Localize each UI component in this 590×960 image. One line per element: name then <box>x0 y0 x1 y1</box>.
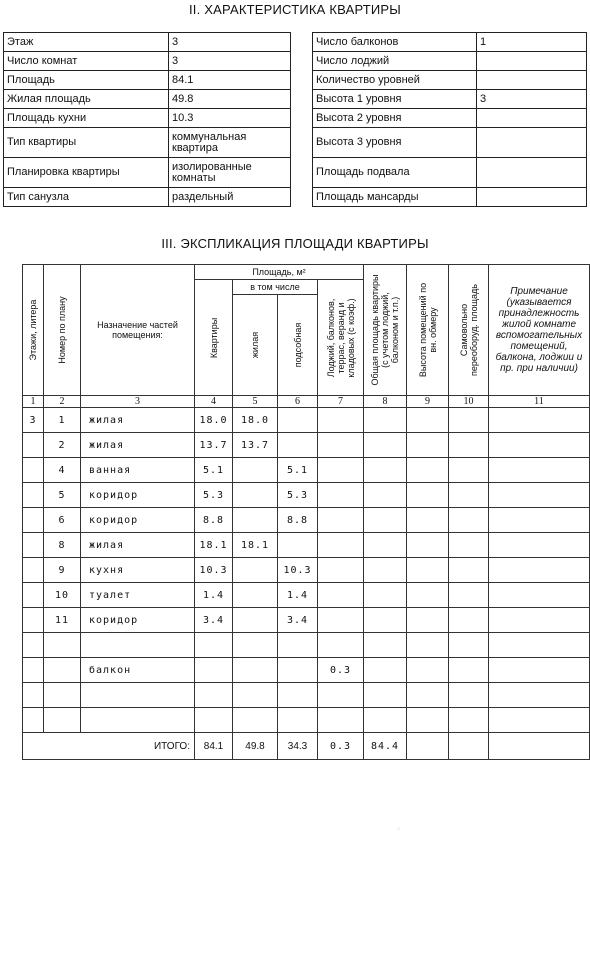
row-balcony-area <box>318 433 364 458</box>
characteristic-row <box>4 71 291 90</box>
row-plan-no <box>44 658 81 683</box>
row-plan-no <box>44 708 81 733</box>
row-empty-cell <box>407 658 449 683</box>
row-empty-cell <box>407 408 449 433</box>
column-number: 1 <box>23 396 44 408</box>
characteristic-row <box>313 33 587 52</box>
row-apt-area: 5.3 <box>195 483 233 508</box>
row-empty-cell <box>407 433 449 458</box>
row-empty-cell <box>407 583 449 608</box>
row-empty-cell <box>364 658 407 683</box>
row-living-area <box>233 683 278 708</box>
row-floor <box>23 683 44 708</box>
row-empty-cell <box>449 408 489 433</box>
characteristic-value: 3 <box>169 52 291 71</box>
explication-row <box>23 708 590 733</box>
row-plan-no: 2 <box>44 433 81 458</box>
row-purpose: балкон <box>81 658 195 683</box>
characteristic-label: Площадь <box>4 71 169 90</box>
row-empty-cell <box>364 583 407 608</box>
column-number: 10 <box>449 396 489 408</box>
row-empty-cell <box>489 583 590 608</box>
row-floor <box>23 633 44 658</box>
row-balcony-area <box>318 583 364 608</box>
row-floor <box>23 708 44 733</box>
row-floor <box>23 533 44 558</box>
row-floor <box>23 483 44 508</box>
row-aux-area: 5.1 <box>278 458 318 483</box>
row-aux-area: 1.4 <box>278 583 318 608</box>
row-empty-cell <box>364 433 407 458</box>
characteristic-label: Тип санузла <box>4 188 169 207</box>
row-aux-area: 8.8 <box>278 508 318 533</box>
characteristic-label: Высота 3 уровня <box>313 128 477 158</box>
row-aux-area <box>278 633 318 658</box>
watermark: · <box>395 815 405 840</box>
explication-row <box>23 408 590 433</box>
row-balcony-area <box>318 533 364 558</box>
row-apt-area <box>195 708 233 733</box>
column-number: 5 <box>233 396 278 408</box>
row-empty-cell <box>364 508 407 533</box>
characteristic-label: Площадь мансарды <box>313 188 477 207</box>
explication-row <box>23 458 590 483</box>
row-living-area <box>233 633 278 658</box>
column-number: 3 <box>81 396 195 408</box>
row-apt-area: 5.1 <box>195 458 233 483</box>
explication-row <box>23 683 590 708</box>
header-balcony: Лоджий, балконов, террас, веранд и кладовых (с коэф.) <box>318 280 364 396</box>
characteristic-row <box>4 128 291 158</box>
header-apt: Квартиры <box>195 280 233 396</box>
row-purpose <box>81 683 195 708</box>
row-floor <box>23 458 44 483</box>
row-aux-area <box>278 408 318 433</box>
row-apt-area <box>195 658 233 683</box>
row-empty-cell <box>364 708 407 733</box>
row-purpose: жилая <box>81 433 195 458</box>
header-aux: подсобная <box>278 295 318 396</box>
column-number: 9 <box>407 396 449 408</box>
characteristic-row <box>4 188 291 207</box>
row-empty-cell <box>407 608 449 633</box>
row-apt-area: 10.3 <box>195 558 233 583</box>
row-apt-area <box>195 683 233 708</box>
characteristic-value: коммунальная квартира <box>169 128 291 158</box>
characteristic-label: Высота 2 уровня <box>313 109 477 128</box>
row-balcony-area <box>318 508 364 533</box>
row-floor <box>23 658 44 683</box>
row-balcony-area <box>318 683 364 708</box>
row-empty-cell <box>364 533 407 558</box>
row-plan-no: 8 <box>44 533 81 558</box>
characteristic-row <box>313 188 587 207</box>
row-aux-area <box>278 658 318 683</box>
row-empty-cell <box>407 633 449 658</box>
row-empty-cell <box>449 583 489 608</box>
row-aux-area <box>278 433 318 458</box>
row-living-area: 13.7 <box>233 433 278 458</box>
row-apt-area: 3.4 <box>195 608 233 633</box>
row-balcony-area <box>318 483 364 508</box>
row-balcony-area <box>318 408 364 433</box>
row-living-area <box>233 708 278 733</box>
totals-empty-cell <box>489 733 590 760</box>
row-empty-cell <box>407 483 449 508</box>
column-number: 4 <box>195 396 233 408</box>
row-empty-cell <box>407 683 449 708</box>
column-number-row <box>23 396 590 408</box>
characteristic-row <box>4 90 291 109</box>
row-empty-cell <box>407 458 449 483</box>
row-purpose: жилая <box>81 533 195 558</box>
row-empty-cell <box>489 658 590 683</box>
header-plan-no: Номер по плану <box>44 265 81 396</box>
row-empty-cell <box>489 508 590 533</box>
row-plan-no: 9 <box>44 558 81 583</box>
row-empty-cell <box>364 483 407 508</box>
characteristic-row <box>4 33 291 52</box>
totals-label: ИТОГО: <box>23 733 195 760</box>
row-plan-no: 10 <box>44 583 81 608</box>
row-apt-area <box>195 633 233 658</box>
row-empty-cell <box>489 483 590 508</box>
row-apt-area: 13.7 <box>195 433 233 458</box>
explication-row <box>23 508 590 533</box>
row-empty-cell <box>449 558 489 583</box>
row-purpose <box>81 633 195 658</box>
row-purpose: ванная <box>81 458 195 483</box>
column-number: 7 <box>318 396 364 408</box>
characteristic-value <box>477 71 587 90</box>
row-aux-area <box>278 533 318 558</box>
row-purpose: кухня <box>81 558 195 583</box>
totals-empty-cell <box>407 733 449 760</box>
row-purpose: коридор <box>81 483 195 508</box>
header-area-group: Площадь, м² <box>195 265 364 280</box>
row-empty-cell <box>489 633 590 658</box>
row-empty-cell <box>449 608 489 633</box>
row-balcony-area: 0.3 <box>318 658 364 683</box>
row-purpose <box>81 708 195 733</box>
section-3-title: III. ЭКСПЛИКАЦИЯ ПЛОЩАДИ КВАРТИРЫ <box>161 236 429 251</box>
row-living-area <box>233 583 278 608</box>
row-empty-cell <box>364 408 407 433</box>
row-aux-area: 10.3 <box>278 558 318 583</box>
row-empty-cell <box>489 558 590 583</box>
row-living-area <box>233 558 278 583</box>
row-empty-cell <box>449 433 489 458</box>
explication-row <box>23 583 590 608</box>
explication-row <box>23 608 590 633</box>
row-living-area: 18.1 <box>233 533 278 558</box>
characteristic-label: Этаж <box>4 33 169 52</box>
characteristic-row <box>313 109 587 128</box>
characteristic-row <box>313 158 587 188</box>
header-incl: в том числе <box>233 280 318 295</box>
row-empty-cell <box>489 608 590 633</box>
row-living-area <box>233 458 278 483</box>
totals-living: 49.8 <box>233 733 278 760</box>
characteristic-label: Количество уровней <box>313 71 477 90</box>
row-living-area <box>233 658 278 683</box>
row-plan-no <box>44 683 81 708</box>
totals-apt: 84.1 <box>195 733 233 760</box>
characteristic-label: Высота 1 уровня <box>313 90 477 109</box>
row-empty-cell <box>364 558 407 583</box>
section-2-title: II. ХАРАКТЕРИСТИКА КВАРТИРЫ <box>189 2 401 17</box>
row-balcony-area <box>318 558 364 583</box>
row-empty-cell <box>489 533 590 558</box>
row-empty-cell <box>449 483 489 508</box>
row-empty-cell <box>489 708 590 733</box>
characteristic-row <box>313 71 587 90</box>
characteristic-label: Тип квартиры <box>4 128 169 158</box>
characteristic-value <box>477 52 587 71</box>
row-empty-cell <box>449 683 489 708</box>
column-number: 8 <box>364 396 407 408</box>
characteristic-value: раздельный <box>169 188 291 207</box>
characteristic-value <box>477 188 587 207</box>
row-empty-cell <box>407 708 449 733</box>
header-living: жилая <box>233 295 278 396</box>
row-empty-cell <box>449 658 489 683</box>
row-floor <box>23 508 44 533</box>
row-empty-cell <box>364 633 407 658</box>
row-living-area <box>233 508 278 533</box>
row-purpose: туалет <box>81 583 195 608</box>
row-balcony-area <box>318 633 364 658</box>
totals-row <box>23 733 590 760</box>
row-floor <box>23 608 44 633</box>
row-empty-cell <box>407 558 449 583</box>
explication-row <box>23 533 590 558</box>
row-floor <box>23 583 44 608</box>
row-apt-area: 1.4 <box>195 583 233 608</box>
row-plan-no: 4 <box>44 458 81 483</box>
characteristic-row <box>313 52 587 71</box>
row-balcony-area <box>318 608 364 633</box>
row-purpose: коридор <box>81 508 195 533</box>
row-apt-area: 8.8 <box>195 508 233 533</box>
characteristic-value <box>477 128 587 158</box>
characteristic-value: 3 <box>169 33 291 52</box>
header-note: Примечание (указывается принадлежность жилой комнате вспомогательных помещений, балкона, лоджии и пр. при наличии) <box>489 265 590 396</box>
row-living-area <box>233 483 278 508</box>
characteristic-row <box>4 158 291 188</box>
row-plan-no: 6 <box>44 508 81 533</box>
row-living-area <box>233 608 278 633</box>
characteristic-row <box>313 128 587 158</box>
row-plan-no: 5 <box>44 483 81 508</box>
row-floor <box>23 558 44 583</box>
characteristic-row <box>4 52 291 71</box>
row-empty-cell <box>449 633 489 658</box>
characteristic-label: Площадь подвала <box>313 158 477 188</box>
characteristic-label: Планировка квартиры <box>4 158 169 188</box>
characteristic-value: 10.3 <box>169 109 291 128</box>
row-apt-area: 18.1 <box>195 533 233 558</box>
characteristic-label: Число лоджий <box>313 52 477 71</box>
characteristic-row <box>4 109 291 128</box>
row-aux-area <box>278 708 318 733</box>
characteristic-value <box>477 109 587 128</box>
header-floor: Этажи, литера <box>23 265 44 396</box>
row-floor <box>23 433 44 458</box>
row-purpose: жилая <box>81 408 195 433</box>
row-living-area: 18.0 <box>233 408 278 433</box>
row-empty-cell <box>449 533 489 558</box>
totals-aux: 34.3 <box>278 733 318 760</box>
characteristic-label: Число балконов <box>313 33 477 52</box>
explication-row <box>23 633 590 658</box>
characteristic-value: изолированные комнаты <box>169 158 291 188</box>
row-plan-no: 1 <box>44 408 81 433</box>
row-empty-cell <box>489 408 590 433</box>
characteristics-right-table <box>312 32 587 207</box>
characteristic-value: 1 <box>477 33 587 52</box>
row-floor: 3 <box>23 408 44 433</box>
totals-total: 84.4 <box>364 733 407 760</box>
explication-table <box>22 264 590 760</box>
header-purpose: Назначение частей помещения: <box>81 265 195 396</box>
row-aux-area: 3.4 <box>278 608 318 633</box>
row-apt-area: 18.0 <box>195 408 233 433</box>
characteristic-label: Число комнат <box>4 52 169 71</box>
row-empty-cell <box>364 608 407 633</box>
row-empty-cell <box>407 533 449 558</box>
row-empty-cell <box>489 433 590 458</box>
explication-row <box>23 558 590 583</box>
characteristics-left-table <box>3 32 291 207</box>
row-balcony-area <box>318 458 364 483</box>
row-empty-cell <box>489 458 590 483</box>
row-empty-cell <box>489 683 590 708</box>
totals-empty-cell <box>449 733 489 760</box>
characteristic-value: 49.8 <box>169 90 291 109</box>
characteristic-row <box>313 90 587 109</box>
row-purpose: коридор <box>81 608 195 633</box>
characteristic-label: Площадь кухни <box>4 109 169 128</box>
column-number: 6 <box>278 396 318 408</box>
header-total: Общая площадь квартиры (с учетом лоджий, балконом и т.п.) <box>364 265 407 396</box>
characteristic-value: 84.1 <box>169 71 291 90</box>
row-aux-area: 5.3 <box>278 483 318 508</box>
explication-row <box>23 658 590 683</box>
row-empty-cell <box>407 508 449 533</box>
characteristic-value: 3 <box>477 90 587 109</box>
column-number: 2 <box>44 396 81 408</box>
totals-balcony: 0.3 <box>318 733 364 760</box>
row-balcony-area <box>318 708 364 733</box>
characteristic-value <box>477 158 587 188</box>
row-empty-cell <box>364 683 407 708</box>
row-plan-no <box>44 633 81 658</box>
characteristic-label: Жилая площадь <box>4 90 169 109</box>
explication-row <box>23 433 590 458</box>
row-empty-cell <box>449 458 489 483</box>
header-self: Самовольно переоборуд. площадь <box>449 265 489 396</box>
row-empty-cell <box>449 708 489 733</box>
row-aux-area <box>278 683 318 708</box>
explication-row <box>23 483 590 508</box>
column-number: 11 <box>489 396 590 408</box>
row-empty-cell <box>449 508 489 533</box>
row-empty-cell <box>364 458 407 483</box>
row-plan-no: 11 <box>44 608 81 633</box>
header-height: Высота помещений по вн. обмеру <box>407 265 449 396</box>
